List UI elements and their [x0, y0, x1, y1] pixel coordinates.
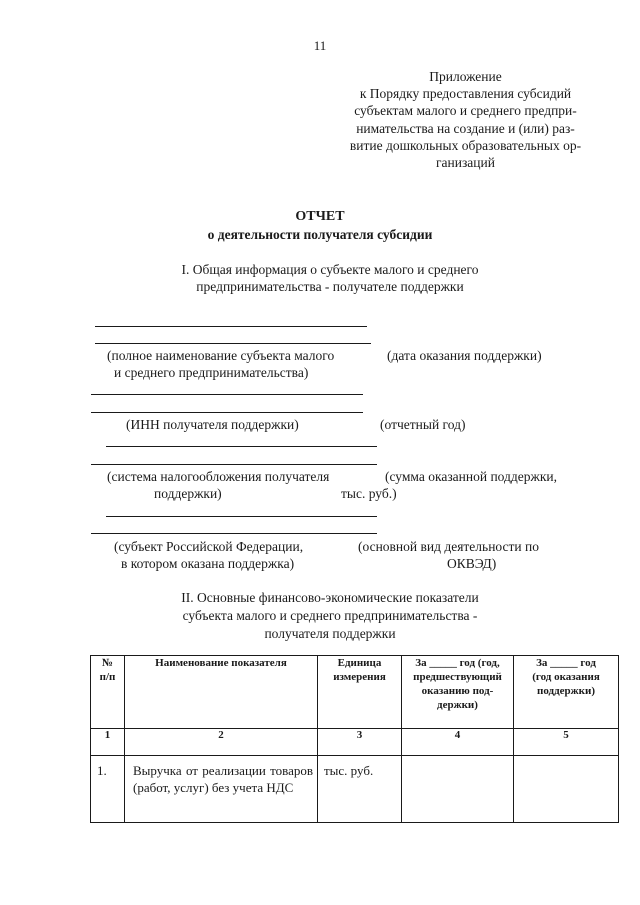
- region-line-2[interactable]: [91, 533, 377, 534]
- support-date-caption: (дата оказания поддержки): [387, 348, 542, 363]
- full-name-caption-2: и среднего предпринимательства): [114, 365, 309, 380]
- inn-caption: (ИНН получателя поддержки): [126, 417, 299, 432]
- appendix-line: витие дошкольных образовательных ор-: [349, 137, 582, 153]
- column-number: 2: [125, 729, 318, 756]
- table-row: [91, 756, 619, 823]
- header-prev-year: За _____ год (год, предшествующий оказанию под- держки): [402, 656, 514, 729]
- inn-line-2[interactable]: [91, 412, 363, 413]
- support-amount-caption-1: (сумма оказанной поддержки,: [385, 469, 558, 484]
- header-number: № п/п: [91, 656, 125, 729]
- tax-system-line-1[interactable]: [106, 446, 377, 447]
- appendix-line: ганизаций: [436, 155, 495, 171]
- header-support-year: За _____ год (год оказания поддержки): [514, 656, 619, 729]
- page-number: 11: [313, 38, 327, 53]
- region-caption-1: (субъект Российской Федерации,: [114, 539, 304, 554]
- section-2-heading: [90, 589, 570, 643]
- region-caption-2: в котором оказана поддержка): [121, 556, 295, 571]
- column-number: 5: [514, 729, 619, 756]
- appendix-line: к Порядку предоставления субсидий: [359, 86, 572, 102]
- tax-system-caption-2: поддержки): [154, 486, 222, 501]
- row-support-year-value[interactable]: [514, 756, 619, 823]
- header-indicator-name: Наименование показателя: [125, 656, 318, 729]
- appendix-note: [328, 68, 603, 171]
- okved-caption-2: ОКВЭД): [447, 556, 497, 571]
- reporting-year-caption: (отчетный год): [380, 417, 466, 432]
- table-header-row: [91, 656, 619, 729]
- inn-line-1[interactable]: [91, 394, 363, 395]
- report-title: ОТЧЕТ: [295, 209, 345, 224]
- row-prev-year-value[interactable]: [402, 756, 514, 823]
- tax-system-caption-1: (система налогообложения получателя: [107, 469, 330, 484]
- section-1-line: I. Общая информация о субъекте малого и среднего: [181, 262, 479, 277]
- column-number-row: [91, 729, 619, 756]
- indicators-table: [90, 655, 619, 823]
- column-number: 3: [318, 729, 402, 756]
- okved-caption-1: (основной вид деятельности по: [358, 539, 539, 554]
- appendix-line: нимательства на создание и (или) раз-: [356, 120, 575, 136]
- header-unit: Единица измерения: [318, 656, 402, 729]
- column-number: 4: [402, 729, 514, 756]
- section-1-heading: [80, 261, 580, 295]
- appendix-line: субъектам малого и среднего предпри-: [354, 103, 577, 119]
- row-unit: тыс. руб.: [318, 756, 402, 823]
- section-2-line: получателя поддержки: [264, 626, 396, 641]
- section-2-line: субъекта малого и среднего предпринимательства -: [182, 608, 478, 623]
- section-1-line: предпринимательства - получателе поддержки: [196, 279, 464, 294]
- region-line-1[interactable]: [106, 516, 377, 517]
- appendix-line: Приложение: [429, 69, 502, 84]
- full-name-caption-1: (полное наименование субъекта малого: [107, 348, 335, 363]
- tax-system-line-2[interactable]: [91, 464, 377, 465]
- full-name-line-2[interactable]: [95, 343, 371, 344]
- support-amount-caption-2: тыс. руб.): [341, 486, 397, 501]
- row-indicator-name: Выручка от реализации товаров (работ, услуг) без учета НДС: [125, 756, 318, 823]
- full-name-line-1[interactable]: [95, 326, 367, 327]
- section-2-line: II. Основные финансово-экономические показатели: [181, 590, 479, 605]
- report-subtitle: о деятельности получателя субсидии: [207, 227, 433, 242]
- column-number: 1: [91, 729, 125, 756]
- row-number: 1.: [91, 756, 125, 823]
